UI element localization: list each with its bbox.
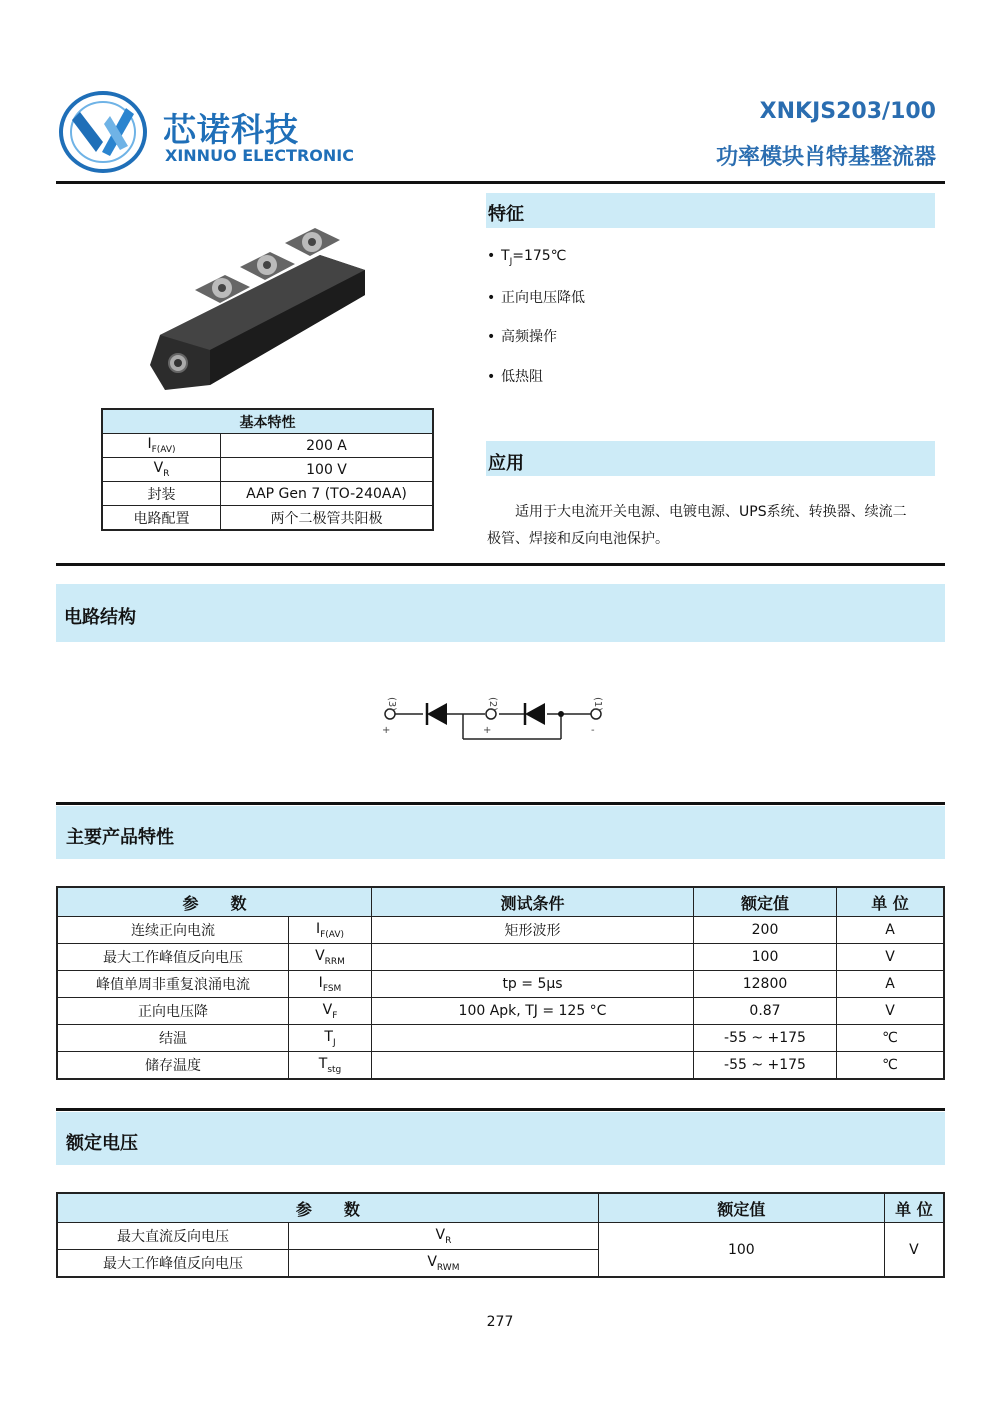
param-value: 200 A [221, 434, 434, 458]
feature-item: • 低热阻 [487, 369, 543, 385]
param-name: 最大直流反向电压 [57, 1223, 289, 1250]
diode-symbol [427, 703, 447, 725]
unit: A [837, 917, 945, 944]
diode-symbol [525, 703, 545, 725]
main-chars-band [56, 806, 945, 859]
pin-sign: + [483, 725, 492, 736]
rated-voltage-title: 额定电压 [66, 1133, 138, 1154]
param-name: 储存温度 [57, 1052, 289, 1080]
unit: V [884, 1223, 944, 1278]
feature-item: • 正向电压降低 [487, 290, 585, 306]
table-row [102, 434, 433, 458]
application-band [486, 441, 935, 476]
table-row [57, 944, 944, 971]
features-band [486, 193, 935, 228]
circuit-diagram [375, 685, 615, 745]
circuit-title: 电路结构 [64, 607, 136, 628]
table-header-row [57, 1193, 944, 1223]
test-condition [372, 944, 694, 971]
header-rule [56, 181, 945, 184]
section-rule [56, 1108, 945, 1111]
param-symbol: $T_J$ [289, 1025, 372, 1052]
table-row [57, 917, 944, 944]
col-header-param: 参 数 [57, 1193, 598, 1223]
pin-label: (3) [386, 697, 397, 712]
pin-sign: - [591, 725, 595, 736]
logo-english-name: XINNUO ELECTRONIC [165, 146, 354, 165]
page-number: 277 [486, 1314, 514, 1330]
table-row [57, 1025, 944, 1052]
part-description: 功率模块肖特基整流器 [715, 145, 936, 170]
table-row [57, 1223, 944, 1250]
circuit-band [56, 584, 945, 642]
param-value: AAP Gen 7 (TO-240AA) [221, 482, 434, 506]
param-subscript: F(AV) [151, 444, 176, 455]
param-name: 峰值单周非重复浪涌电流 [57, 971, 289, 998]
col-header-condition: 测试条件 [372, 887, 694, 917]
unit: A [837, 971, 945, 998]
section-rule [56, 563, 945, 566]
rated-value: -55 ~ +175 [694, 1025, 837, 1052]
rated-value: 100 [598, 1223, 884, 1278]
param-symbol: $I_{FSM}$ [289, 971, 372, 998]
pin-label: (1) [592, 697, 603, 712]
rated-value: 0.87 [694, 998, 837, 1025]
part-number: XNKJS203/100 [759, 99, 936, 124]
product-image [140, 215, 380, 400]
param-symbol: $V_F$ [289, 998, 372, 1025]
features-title: 特征 [488, 204, 524, 225]
col-header-param: 参 数 [57, 887, 372, 917]
test-condition [372, 1052, 694, 1080]
test-condition: 100 Apk, TJ = 125 °C [372, 998, 694, 1025]
param-symbol: $V_{RWM}$ [289, 1250, 599, 1278]
param-symbol: I [147, 436, 152, 453]
feature-item: • $T_J=175℃$ [487, 248, 567, 267]
table-row [57, 971, 944, 998]
table-row [57, 1052, 944, 1080]
logo-chinese-name: 芯诺科技 [163, 110, 299, 149]
param-symbol: V [153, 460, 164, 477]
param-value: 100 V [221, 458, 434, 482]
main-chars-title: 主要产品特性 [66, 827, 174, 848]
rated-value: 200 [694, 917, 837, 944]
test-condition [372, 1025, 694, 1052]
table-header-row [57, 887, 944, 917]
rated-value: -55 ~ +175 [694, 1052, 837, 1080]
param-name: 封装 [102, 482, 221, 506]
section-rule [56, 802, 945, 805]
feature-item: • 高频操作 [487, 329, 557, 345]
test-condition: 矩形波形 [372, 917, 694, 944]
col-header-unit: 单 位 [884, 1193, 944, 1223]
unit: V [837, 944, 945, 971]
rated-value: 12800 [694, 971, 837, 998]
param-symbol: $V_R$ [289, 1223, 599, 1250]
rated-voltage-table [56, 1192, 945, 1278]
pin-sign: + [382, 725, 391, 736]
test-condition: tp = 5μs [372, 971, 694, 998]
param-name: 最大工作峰值反向电压 [57, 1250, 289, 1278]
param-name: 正向电压降 [57, 998, 289, 1025]
col-header-value: 额定值 [694, 887, 837, 917]
unit: ℃ [837, 1052, 945, 1080]
param-symbol: $I_{F(AV)}$ [289, 917, 372, 944]
rated-voltage-band [56, 1112, 945, 1165]
param-symbol: $V_{RRM}$ [289, 944, 372, 971]
pin-label: (2) [487, 697, 498, 712]
application-text: 适用于大电流开关电源、电镀电源、UPS系统、转换器、续流二 极管、焊接和反向电池保护。 [487, 504, 907, 547]
param-name: 最大工作峰值反向电压 [57, 944, 289, 971]
table-row [102, 506, 433, 531]
basic-table-title: 基本特性 [102, 409, 433, 434]
col-header-unit: 单 位 [837, 887, 945, 917]
param-name: 连续正向电流 [57, 917, 289, 944]
param-name: 电路配置 [102, 506, 221, 531]
table-row [102, 458, 433, 482]
table-row [57, 998, 944, 1025]
param-symbol: $T_{stg}$ [289, 1052, 372, 1080]
table-row [102, 482, 433, 506]
application-title: 应用 [488, 453, 524, 474]
unit: V [837, 998, 945, 1025]
basic-characteristics-table [101, 408, 434, 531]
company-logo [58, 90, 148, 174]
unit: ℃ [837, 1025, 945, 1052]
rated-value: 100 [694, 944, 837, 971]
main-characteristics-table [56, 886, 945, 1080]
col-header-value: 额定值 [598, 1193, 884, 1223]
param-subscript: R [163, 468, 170, 479]
param-value: 两个二极管共阳极 [221, 506, 434, 531]
param-name: 结温 [57, 1025, 289, 1052]
